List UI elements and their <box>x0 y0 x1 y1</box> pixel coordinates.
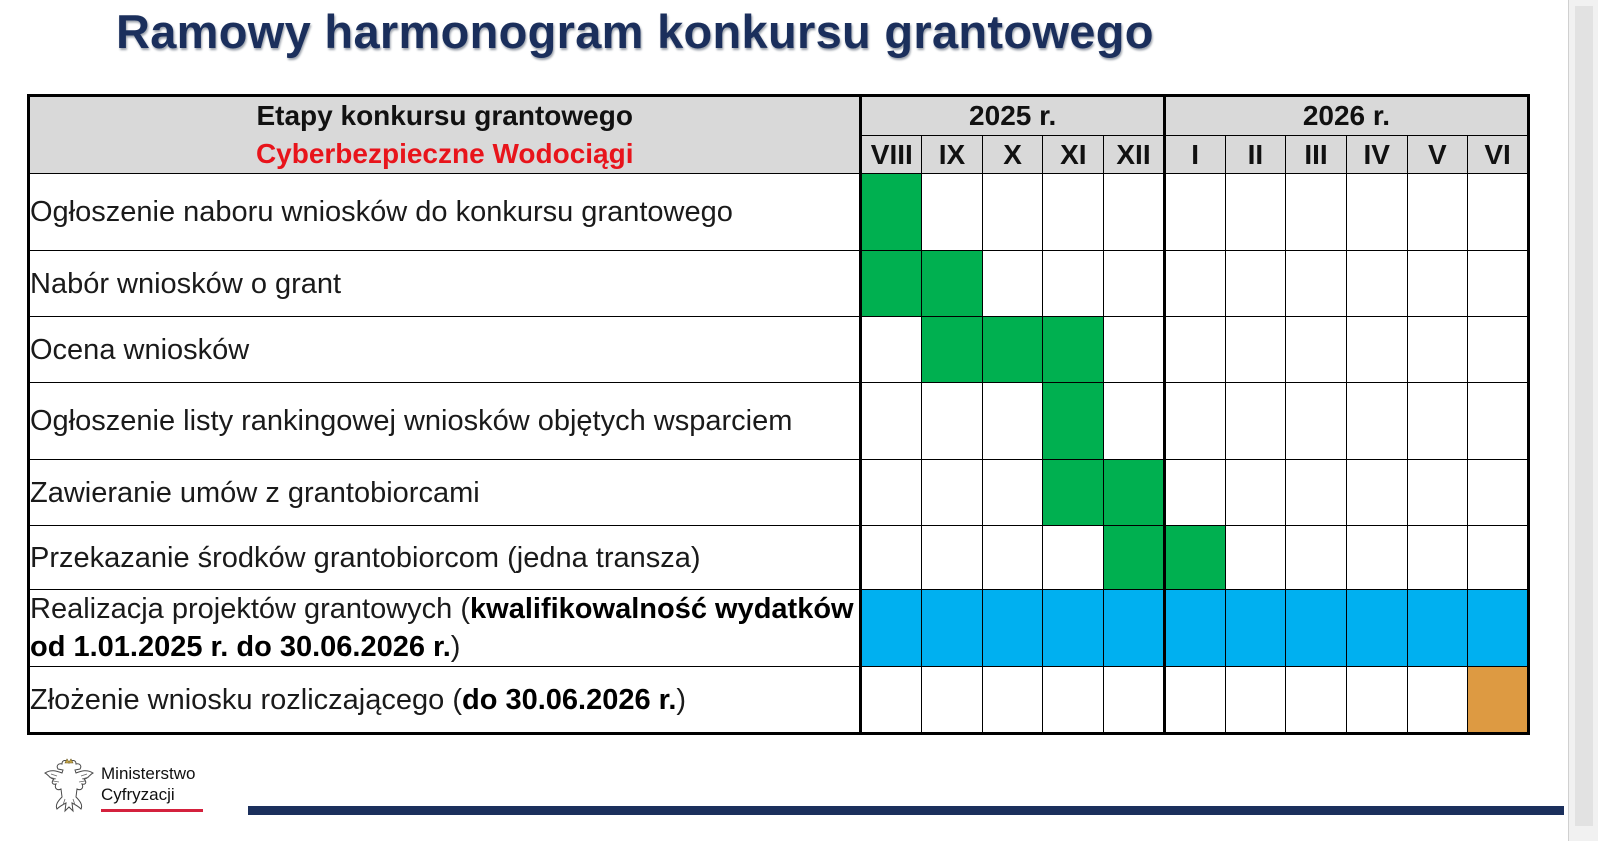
month-header: I <box>1164 136 1225 174</box>
timeline-cell-empty <box>1225 526 1286 590</box>
timeline-cell-empty <box>982 526 1043 590</box>
timeline-cell-empty <box>922 174 983 251</box>
timeline-cell-blue <box>1407 590 1468 667</box>
timeline-cell-blue <box>1104 590 1165 667</box>
month-header: V <box>1407 136 1468 174</box>
timeline-cell-empty <box>1164 251 1225 317</box>
stage-label-text: Przekazanie środków grantobiorcom (jedna transza) <box>30 541 701 574</box>
timeline-cell-empty <box>922 526 983 590</box>
timeline-cell-empty <box>1286 667 1347 734</box>
stage-label <box>29 174 861 251</box>
stages-header <box>29 96 861 174</box>
year-header: 2026 r. <box>1164 96 1528 136</box>
timeline-cell-empty <box>861 526 922 590</box>
timeline-cell-empty <box>1346 667 1407 734</box>
timeline-cell-empty <box>1104 174 1165 251</box>
timeline-cell-empty <box>1225 383 1286 460</box>
timeline-cell-empty <box>1346 383 1407 460</box>
timeline-cell-blue <box>861 590 922 667</box>
timeline-cell-empty <box>861 383 922 460</box>
timeline-cell-empty <box>1225 174 1286 251</box>
stage-label-bold: kwalifikowalność wydatków od 1.01.2025 r. do 30.06.2026 r. <box>30 593 854 663</box>
timeline-cell-green <box>1043 460 1104 526</box>
timeline-cell-empty <box>1043 251 1104 317</box>
timeline-cell-empty <box>1346 526 1407 590</box>
timeline-cell-empty <box>1346 174 1407 251</box>
timeline-cell-empty <box>922 460 983 526</box>
timeline-cell-empty <box>1346 251 1407 317</box>
stage-label <box>29 667 861 734</box>
timeline-cell-green <box>1164 526 1225 590</box>
month-header: IV <box>1346 136 1407 174</box>
timeline-cell-empty <box>1225 317 1286 383</box>
timeline-cell-empty <box>982 667 1043 734</box>
timeline-cell-blue <box>1468 590 1529 667</box>
month-header: VI <box>1468 136 1529 174</box>
polish-eagle-emblem-icon <box>43 757 95 815</box>
timeline-cell-blue <box>1225 590 1286 667</box>
stage-label-text: Ogłoszenie naboru wniosków do konkursu grantowego <box>30 196 733 228</box>
timeline-cell-empty <box>1346 317 1407 383</box>
stage-label-text: Ogłoszenie listy rankingowej wniosków objętych wsparciem <box>30 405 793 437</box>
scrollbar[interactable] <box>1568 0 1598 841</box>
timeline-cell-blue <box>922 590 983 667</box>
timeline-cell-orange <box>1468 667 1529 734</box>
stage-label-suffix: ) <box>676 683 687 716</box>
timeline-cell-green <box>1043 383 1104 460</box>
timeline-cell-green <box>922 251 983 317</box>
timeline-cell-empty <box>982 251 1043 317</box>
logo-red-underline <box>101 809 203 812</box>
timeline-cell-empty <box>1104 667 1165 734</box>
timeline-cell-empty <box>982 383 1043 460</box>
stage-label <box>29 317 861 383</box>
timeline-cell-empty <box>1407 317 1468 383</box>
schedule-row <box>29 317 1529 383</box>
schedule-row <box>29 667 1529 734</box>
timeline-cell-empty <box>1286 383 1347 460</box>
footer-bar <box>248 806 1564 815</box>
timeline-cell-empty <box>1407 383 1468 460</box>
timeline-cell-empty <box>1407 526 1468 590</box>
timeline-cell-empty <box>982 460 1043 526</box>
month-header: III <box>1286 136 1347 174</box>
month-header: VIII <box>861 136 922 174</box>
month-header: IX <box>922 136 983 174</box>
timeline-cell-blue <box>1164 590 1225 667</box>
schedule-row <box>29 590 1529 667</box>
timeline-cell-empty <box>1164 174 1225 251</box>
timeline-cell-green <box>861 174 922 251</box>
stage-label <box>29 383 861 460</box>
timeline-cell-blue <box>1286 590 1347 667</box>
stage-label <box>29 590 861 667</box>
stage-label <box>29 526 861 590</box>
timeline-cell-blue <box>1346 590 1407 667</box>
timeline-cell-empty <box>1468 383 1529 460</box>
timeline-cell-empty <box>1164 383 1225 460</box>
stage-label-suffix: ) <box>450 631 461 663</box>
timeline-cell-green <box>1104 460 1165 526</box>
timeline-cell-empty <box>1225 251 1286 317</box>
ministry-logo <box>43 757 213 817</box>
timeline-cell-empty <box>1468 526 1529 590</box>
ministry-name-line2: Cyfryzacji <box>101 785 175 804</box>
timeline-cell-empty <box>1468 174 1529 251</box>
stage-label <box>29 251 861 317</box>
scrollbar-thumb[interactable] <box>1575 6 1593 826</box>
program-name: Cyberbezpieczne Wodociągi <box>255 138 634 169</box>
slide-title: Ramowy harmonogram konkursu grantowego <box>116 5 1154 58</box>
timeline-cell-empty <box>922 383 983 460</box>
timeline-cell-empty <box>1225 460 1286 526</box>
timeline-cell-empty <box>1468 317 1529 383</box>
timeline-cell-empty <box>1468 251 1529 317</box>
schedule-row <box>29 383 1529 460</box>
stage-label-bold: do 30.06.2026 r. <box>461 683 677 716</box>
year-header: 2025 r. <box>861 96 1164 136</box>
month-header: XII <box>1104 136 1165 174</box>
timeline-cell-empty <box>1164 317 1225 383</box>
timeline-cell-empty <box>1468 460 1529 526</box>
timeline-cell-empty <box>1286 460 1347 526</box>
month-header: II <box>1225 136 1286 174</box>
stage-label-text: Realizacja projektów grantowych ( <box>30 593 471 625</box>
timeline-cell-empty <box>861 667 922 734</box>
timeline-cell-empty <box>1286 526 1347 590</box>
timeline-cell-empty <box>1225 667 1286 734</box>
timeline-cell-empty <box>1407 251 1468 317</box>
ministry-name-line1: Ministerstwo <box>101 764 196 783</box>
timeline-cell-green <box>861 251 922 317</box>
timeline-cell-empty <box>1407 667 1468 734</box>
timeline-cell-empty <box>1104 251 1165 317</box>
timeline-cell-green <box>1043 317 1104 383</box>
timeline-cell-empty <box>1286 251 1347 317</box>
timeline-cell-empty <box>861 460 922 526</box>
timeline-cell-empty <box>861 317 922 383</box>
timeline-cell-empty <box>982 174 1043 251</box>
schedule-row <box>29 251 1529 317</box>
timeline-cell-empty <box>1286 174 1347 251</box>
timeline-cell-empty <box>1104 317 1165 383</box>
stage-label-text: Złożenie wniosku rozliczającego ( <box>30 683 462 716</box>
timeline-cell-green <box>1104 526 1165 590</box>
timeline-cell-empty <box>1286 317 1347 383</box>
timeline-cell-empty <box>1104 383 1165 460</box>
schedule-row <box>29 526 1529 590</box>
schedule-row <box>29 174 1529 251</box>
timeline-cell-empty <box>1164 667 1225 734</box>
timeline-cell-empty <box>922 667 983 734</box>
stages-header-title: Etapy konkursu grantowego <box>256 100 633 131</box>
timeline-cell-green <box>922 317 983 383</box>
ministry-name <box>101 763 195 805</box>
timeline-cell-green <box>982 317 1043 383</box>
stage-label-text: Zawieranie umów z grantobiorcami <box>30 476 480 509</box>
timeline-cell-empty <box>1043 526 1104 590</box>
timeline-cell-blue <box>982 590 1043 667</box>
timeline-cell-empty <box>1407 460 1468 526</box>
timeline-cell-empty <box>1164 460 1225 526</box>
stage-label <box>29 460 861 526</box>
stage-label-text: Nabór wniosków o grant <box>30 267 342 300</box>
timeline-cell-empty <box>1407 174 1468 251</box>
month-header: XI <box>1043 136 1104 174</box>
timeline-cell-blue <box>1043 590 1104 667</box>
schedule-table <box>27 94 1530 735</box>
timeline-cell-empty <box>1043 667 1104 734</box>
timeline-cell-empty <box>1043 174 1104 251</box>
stage-label-text: Ocena wniosków <box>30 333 250 366</box>
schedule-row <box>29 460 1529 526</box>
timeline-cell-empty <box>1346 460 1407 526</box>
month-header: X <box>982 136 1043 174</box>
